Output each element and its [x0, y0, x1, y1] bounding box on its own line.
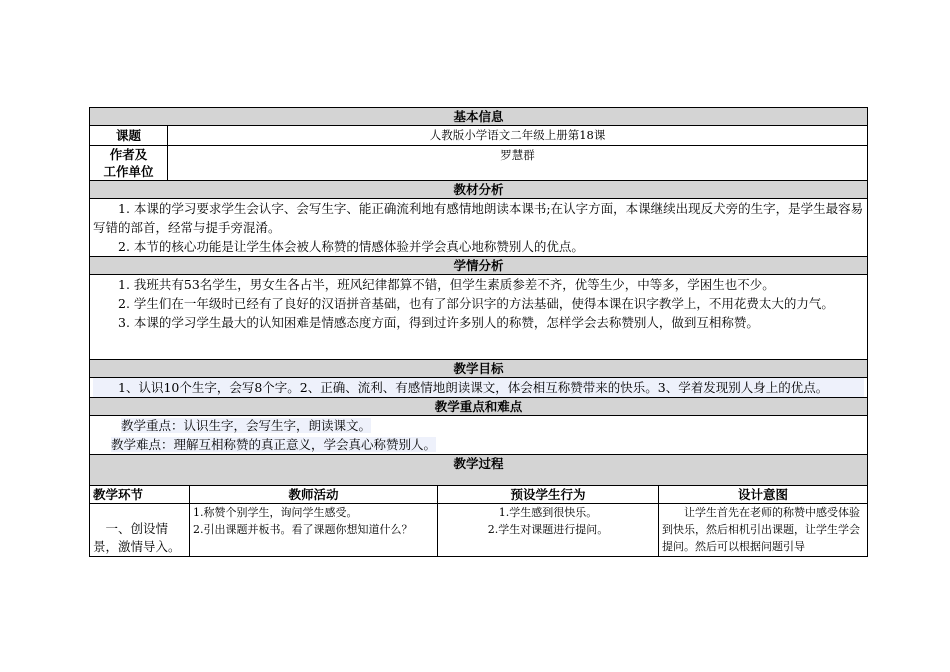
- student-analysis-p3: 3. 本课的学习学生最大的认知困难是情感态度方面，得到过许多别人的称赞，怎样学会去称赞别人，做到互相称赞。: [118, 315, 759, 330]
- difficulty-text: 教学难点：理解互相称赞的真正意义，学会真心称赞别人。: [111, 437, 437, 452]
- key-points-header: 教学重点和难点: [90, 398, 868, 416]
- student-analysis-header: 学情分析: [90, 257, 868, 275]
- textbook-analysis-p1: 1. 本课的学习要求学生会认字、会写生字、能正确流利地有感情地朗读本课书;在认字方面，本课继续出现反犬旁的生字，是学生最容易写错的部首，经常与提手旁混淆。: [93, 201, 864, 235]
- objectives-body: [90, 378, 868, 398]
- topic-label: 课题: [90, 126, 168, 146]
- basic-info-header: 基本信息: [90, 108, 868, 126]
- student-analysis-p1: 1. 我班共有53名学生，男女生各占半，班风纪律都算不错，但学生素质参差不齐，优等生少，中等多，学困生也不少。: [118, 277, 775, 292]
- col-intent-header: 设计意图: [659, 486, 868, 504]
- textbook-analysis-body: [90, 199, 868, 257]
- author-label-line1: 作者及: [109, 147, 148, 162]
- col-teacher-header: 教师活动: [190, 486, 438, 504]
- process-header: 教学过程: [90, 455, 868, 486]
- student-behavior-1: 1.学生感到很快乐。: [498, 506, 598, 519]
- author-value: 罗慧群: [168, 146, 868, 181]
- student-analysis-p2: 2. 学生们在一年级时已经有了良好的汉语拼音基础，也有了部分识字的方法基础，使得本课在识字教学上，不用花费太大的力气。: [118, 296, 834, 311]
- author-label-line2: 工作单位: [103, 164, 154, 179]
- teacher-activity-1: 1.称赞个别学生，询问学生感受。: [193, 506, 358, 519]
- design-intent-text: 让学生首先在老师的称赞中感受体验到快乐，然后相机引出课题，让学生学会提问。然后可以根据问题引导: [662, 506, 860, 553]
- key-points-body: [90, 416, 868, 455]
- teacher-activity-cell: [190, 504, 438, 557]
- design-intent-cell: [659, 504, 868, 557]
- textbook-analysis-header: 教材分析: [90, 181, 868, 199]
- key-point-text: 教学重点：认识生字，会写生字，朗读课文。: [121, 418, 372, 433]
- objectives-header: 教学目标: [90, 360, 868, 378]
- lesson-plan-table: [89, 107, 868, 557]
- student-behavior-2: 2.学生对课题进行提问。: [487, 523, 609, 536]
- lesson-plan-document: [89, 107, 867, 557]
- stage-cell: [90, 504, 190, 557]
- topic-value: 人教版小学语文二年级上册第18课: [168, 126, 868, 146]
- col-stage-header: 教学环节: [90, 486, 190, 504]
- student-analysis-body: [90, 275, 868, 360]
- author-label: [90, 146, 168, 181]
- col-student-header: 预设学生行为: [438, 486, 659, 504]
- teacher-activity-2: 2.引出课题并板书。看了课题你想知道什么？: [193, 523, 413, 536]
- student-behavior-cell: [438, 504, 659, 557]
- stage-text: 一、创设情景，激情导入。: [93, 521, 181, 554]
- textbook-analysis-p2: 2. 本节的核心功能是让学生体会被人称赞的情感体验并学会真心地称赞别人的优点。: [118, 239, 584, 254]
- objectives-text: 1、认识10个生字，会写8个字。2、正确、流利、有感情地朗读课文，体会相互称赞带来的快乐。3、学着发现别人身上的优点。: [93, 378, 864, 397]
